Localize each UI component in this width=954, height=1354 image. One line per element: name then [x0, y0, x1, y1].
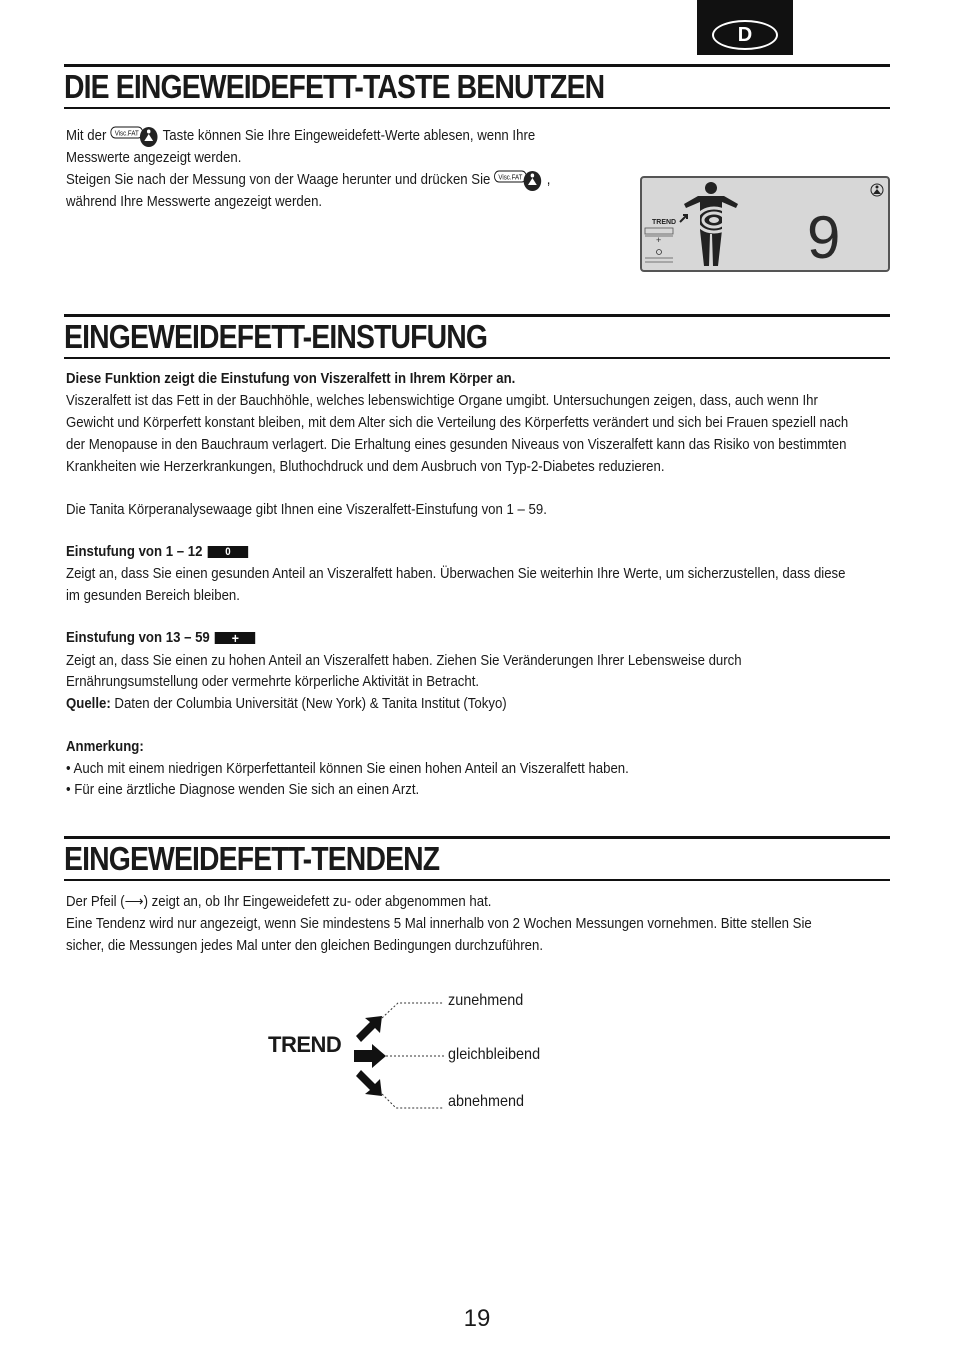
source-label: Quelle:	[66, 695, 111, 712]
trend-diagram-label: TREND	[268, 1032, 342, 1057]
level2-line1: Zeigt an, dass Sie einen zu hohen Anteil an Viszeralfett haben. Ziehen Sie Veränderungen Ihrer Lebensweise durch	[66, 652, 742, 669]
section2-rule-top	[64, 314, 890, 317]
trend-flat-label: gleichbleibend	[448, 1046, 541, 1063]
section3-rule-top	[64, 836, 890, 839]
section1-paragraph-line1	[66, 125, 535, 147]
section2-range-line: Die Tanita Körperanalysewaage gibt Ihnen eine Viszeralfett-Einstufung von 1 – 59.	[66, 501, 547, 518]
section1-paragraph-line3	[66, 169, 550, 191]
trend-flat-arrow-icon	[354, 1044, 386, 1068]
section2-line3: der Menopause in den Bauchraum verlagert. Die Erhaltung eines gesunden Niveaus von Viszeralfett kann das Risiko von bestimmten	[66, 436, 847, 453]
trend-arrows-graphic	[340, 1000, 450, 1110]
lcd-display	[640, 176, 890, 272]
section2-rule-bottom	[64, 357, 890, 359]
level2-line2: Ernährungsumstellung oder vermehrte körperliche Aktivität in Betracht.	[66, 673, 480, 690]
note-item-2: • Für eine ärztliche Diagnose wenden Sie sich an einen Arzt.	[66, 781, 420, 798]
svg-text:+: +	[656, 235, 662, 245]
level1-heading: Einstufung von 1 – 12	[66, 543, 203, 560]
section3-rule-bottom	[64, 879, 890, 881]
section1-paragraph-line4: während Ihre Messwerte angezeigt werden.	[66, 193, 323, 210]
level1-line2: im gesunden Bereich bleiben.	[66, 587, 240, 604]
page-number: 19	[463, 1305, 491, 1332]
source-line	[66, 693, 507, 715]
section1-p1-end: Taste können Sie Ihre Eingeweidefett-Werte ablesen, wenn Ihre	[162, 127, 536, 144]
section2-line2: Gewicht und Körperfett konstant bleiben, mit dem Alter sich die Verteilung des Körperfetts verändert und sich bei Frauen speziell nach	[66, 414, 849, 431]
visc-fat-button-text: Visc.FAT	[114, 130, 139, 138]
trend-down-arrow-icon	[356, 1070, 382, 1096]
level1-line1: Zeigt an, dass Sie einen gesunden Anteil an Viszeralfett haben. Überwachen Sie weiterhin Ihre Werte, um sicherzustellen, dass diese	[66, 565, 846, 582]
trend-up-label: zunehmend	[448, 992, 524, 1009]
section1-paragraph-line2: Messwerte angezeigt werden.	[66, 149, 242, 166]
visc-fat-button-text-2: Visc.FAT	[498, 174, 523, 182]
section1-title: DIE EINGEWEIDEFETT-TASTE BENUTZEN	[64, 68, 605, 105]
source-text: Daten der Columbia Universität (New York) & Tanita Institut (Tokyo)	[114, 695, 507, 712]
section3-line2: Eine Tendenz wird nur angezeigt, wenn Sie mindestens 5 Mal innerhalb von 2 Wochen Messungen vornehmen. Bitte stellen Sie	[66, 915, 812, 932]
section1-p3-start: Steigen Sie nach der Messung von der Waage herunter und drücken Sie	[66, 171, 491, 188]
trend-down-label: abnehmend	[448, 1093, 525, 1110]
section2-title: EINGEWEIDEFETT-EINSTUFUNG	[64, 318, 488, 355]
section2-line4: Krankheiten wie Herzerkrankungen, Bluthochdruck und dem Ausbruch von Typ-2-Diabetes reduzieren.	[66, 458, 665, 475]
level1-heading-row	[66, 541, 248, 563]
level2-heading: Einstufung von 13 – 59	[66, 629, 210, 646]
lcd-value: 9	[807, 204, 841, 270]
section3-title: EINGEWEIDEFETT-TENDENZ	[64, 840, 440, 877]
section1-rule-top	[64, 64, 890, 67]
section2-line1: Viszeralfett ist das Fett in der Bauchhöhle, welches lebenswichtige Organe umgibt. Untersuchungen zeigen, dass, auch wenn Ihr	[66, 392, 818, 409]
section3-line3: sicher, die Messungen jedes Mal unter den gleichen Bedingungen durchzuführen.	[66, 937, 543, 954]
visc-fat-button-icon	[110, 125, 159, 147]
section1-rule-bottom	[64, 107, 890, 109]
level2-heading-row	[66, 627, 256, 649]
level1-badge: 0	[208, 546, 248, 558]
section1-p3-end: ,	[546, 171, 551, 188]
language-tab	[697, 0, 793, 55]
language-tab-label: D	[712, 20, 778, 50]
note-item-1: • Auch mit einem niedrigen Körperfettanteil können Sie einen hohen Anteil an Viszeralfett haben.	[66, 760, 629, 777]
lcd-trend-label: TREND	[652, 219, 677, 226]
lcd-display-graphic	[642, 178, 888, 270]
section3-line1: Der Pfeil (⟶) zeigt an, ob Ihr Eingeweidefett zu- oder abgenommen hat.	[66, 893, 492, 910]
visc-fat-button-icon-2	[494, 169, 543, 191]
section2-intro-bold: Diese Funktion zeigt die Einstufung von Viszeralfett in Ihrem Körper an.	[66, 370, 516, 387]
level2-badge: +	[215, 632, 255, 644]
note-heading: Anmerkung:	[66, 738, 144, 755]
trend-up-arrow-icon	[356, 1016, 382, 1042]
section1-p1-start: Mit der	[66, 127, 107, 144]
